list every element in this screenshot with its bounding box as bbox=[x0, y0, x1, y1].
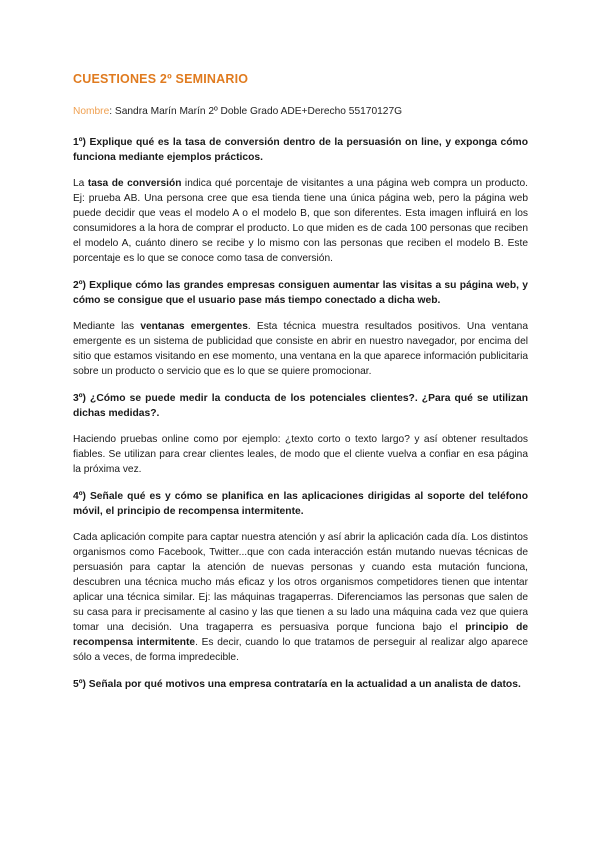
answer-2-text-b: . Esta técnica muestra resultados positivos. Una ventana emergente es un sistema de publicidad que consiste en abrir en nuestro navegador, por encima del sitio que estamos visitando en ese momento, una ventana en la que aparece información publicitaria sobre un producto o servicio que es lo que se quiere promocionar. bbox=[73, 321, 528, 377]
answer-4 bbox=[73, 530, 528, 665]
answer-1 bbox=[73, 176, 528, 266]
answer-4-text-a: Cada aplicación compite para captar nuestra atención y así abrir la aplicación cada día. Los distintos organismos como Facebook, Twitter...que con cada interacción están mutando nuevas técnicas de persuasión para captar la atención de nuevas personas y cuando esta mutación funciona, descubren una técnica mucho más eficaz y los otros organismos competidores tienen que intentar aplicar una técnica similar. Ej: las máquinas tragaperras. Diferenciamos las personas que salen de su casa para ir precisamente al casino y las que tienen a su lado una máquina cada vez que quiera tomar una decisión. Una tragaperra es persuasiva porque funciona bajo el bbox=[73, 532, 528, 633]
author-value: : Sandra Marín Marín 2º Doble Grado ADE+Derecho 55170127G bbox=[109, 106, 403, 117]
answer-3 bbox=[73, 432, 528, 477]
question-4: 4º) Señale qué es y cómo se planifica en las aplicaciones dirigidas al soporte del teléfono móvil, el principio de recompensa intermitente. bbox=[73, 491, 528, 517]
answer-4-bold: principio de recompensa intermitente bbox=[73, 622, 529, 648]
answer-4-text-b: . Es decir, cuando lo que tratamos de perseguir al realizar algo aparece sólo a veces, de forma impredecible. bbox=[73, 637, 529, 663]
question-1: 1º) Explique qué es la tasa de conversión dentro de la persuasión on line, y exponga cómo funciona mediante ejemplos prácticos. bbox=[73, 137, 528, 163]
document-title: CUESTIONES 2º SEMINARIO bbox=[73, 72, 249, 86]
answer-2-text-a: Mediante las bbox=[73, 321, 141, 332]
answer-3-text-a: Haciendo pruebas online como por ejemplo: ¿texto corto o texto largo? y así obtener resultados fiables. Se utilizan para crear clientes leales, de modo que el cliente vuelva a confiar en esa página la próxima vez. bbox=[73, 434, 528, 475]
question-2: 2º) Explique cómo las grandes empresas consiguen aumentar las visitas a su página web, y cómo se consigue que el usuario pase más tiempo conectado a dicha web. bbox=[73, 280, 528, 306]
answer-2 bbox=[73, 319, 528, 379]
question-5: 5º) Señala por qué motivos una empresa contrataría en la actualidad a un analista de datos. bbox=[73, 679, 521, 690]
question-3: 3º) ¿Cómo se puede medir la conducta de los potenciales clientes?. ¿Para qué se utilizan dichas medidas?. bbox=[73, 393, 528, 419]
answer-1-text-b: indica qué porcentaje de visitantes a una página web compra un producto. Ej: prueba AB. Una persona cree que esa tienda tiene una única página web, pero la página web puede decidir que veas el modelo A o el modelo B, que son diferentes. Esta imagen influirá en los consumidores a la hora de comprar el producto. Lo que miden es de cada 100 personas que reciben el modelo A, cuánto dinero se recibe y lo mismo con las personas que reciben el modelo B. Este porcentaje es lo que se conoce como tasa de conversión. bbox=[73, 178, 528, 264]
answer-2-bold: ventanas emergentes bbox=[140, 321, 248, 332]
author-line bbox=[73, 106, 528, 117]
answer-1-text-a: La bbox=[73, 178, 88, 189]
answer-1-bold: tasa de conversión bbox=[87, 178, 182, 189]
author-label: Nombre bbox=[73, 106, 110, 117]
